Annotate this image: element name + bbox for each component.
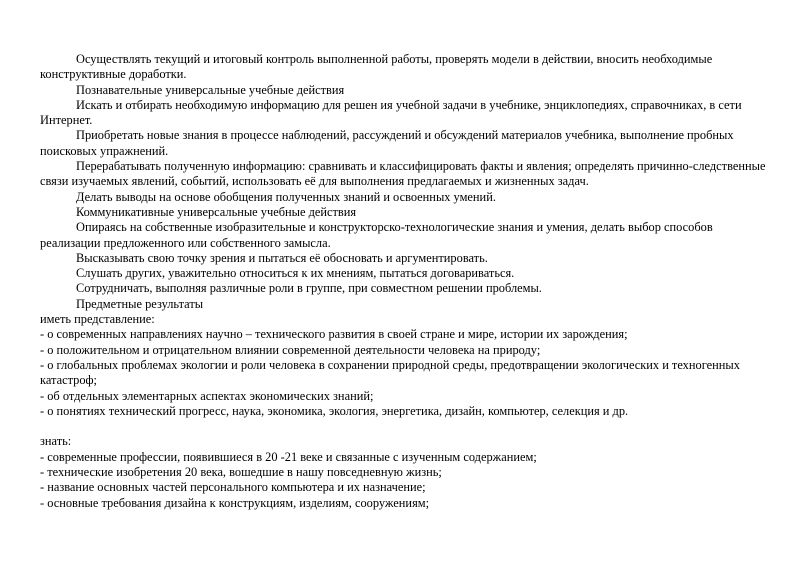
paragraph: Высказывать свою точку зрения и пытаться её обосновать и аргументировать. [76,250,488,265]
paragraph: Перерабатывать полученную информацию: сравнивать и классифицировать факты и явления; определять причинно-следственные связи изучаемых явлений, событий, использовать её для выполнения предлагаемых и жизненных задач. [40,159,766,189]
paragraph: - о понятиях технический прогресс, наука, экономика, экология, энергетика, дизайн, компьютер, селекция и др. [40,403,629,418]
paragraph: Предметные результаты [76,296,204,311]
paragraph: знать: [40,434,72,449]
paragraph: Опираясь на собственные изобразительные и конструкторско-технологические знания и умения, делать выбор способов реализации предложенного или собственного замысла. [40,220,713,250]
paragraph: иметь представление: [40,312,155,327]
paragraph: Познавательные универсальные учебные действия [76,82,345,97]
paragraph: - о положительном и отрицательном влиянии современной деятельности человека на природу; [40,342,541,357]
paragraph: Искать и отбирать необходимую информацию для решен ия учебной задачи в учебнике, энциклопедиях, справочниках, в сети Интернет. [40,97,742,128]
paragraph: - современные профессии, появившиеся в 20 -21 веке и связанные с изученным содержанием; [40,449,537,464]
paragraph: Коммуникативные универсальные учебные действия [76,204,357,219]
paragraph: - название основных частей персонального компьютера и их назначение; [40,480,426,495]
paragraph: Приобретать новые знания в процессе наблюдений, рассуждений и обсуждений материалов учебника, выполнение пробных поисковых упражнений. [40,128,734,158]
paragraph: Осуществлять текущий и итоговый контроль выполненной работы, проверять модели в действии, вносить необходимые конструктивные доработки. [40,52,713,82]
paragraph: - основные требования дизайна к конструкциям, изделиям, сооружениям; [40,495,430,510]
paragraph: Сотрудничать, выполняя различные роли в группе, при совместном решении проблемы. [76,281,542,296]
paragraph: Слушать других, уважительно относиться к их мнениям, пытаться договариваться. [76,266,515,281]
paragraph: - о современных направлениях научно – технического развития в своей стране и мире, истории их зарождения; [40,327,628,342]
blank-line [40,419,772,434]
paragraph: - о глобальных проблемах экологии и роли человека в сохранении природной среды, предотвращении экологических и техногенных катастроф; [40,357,740,388]
paragraph: Делать выводы на основе обобщения полученных знаний и освоенных умений. [76,189,496,204]
paragraph: - об отдельных элементарных аспектах экономических знаний; [40,388,374,403]
paragraph: - технические изобретения 20 века, вошедшие в нашу повседневную жизнь; [40,465,442,480]
